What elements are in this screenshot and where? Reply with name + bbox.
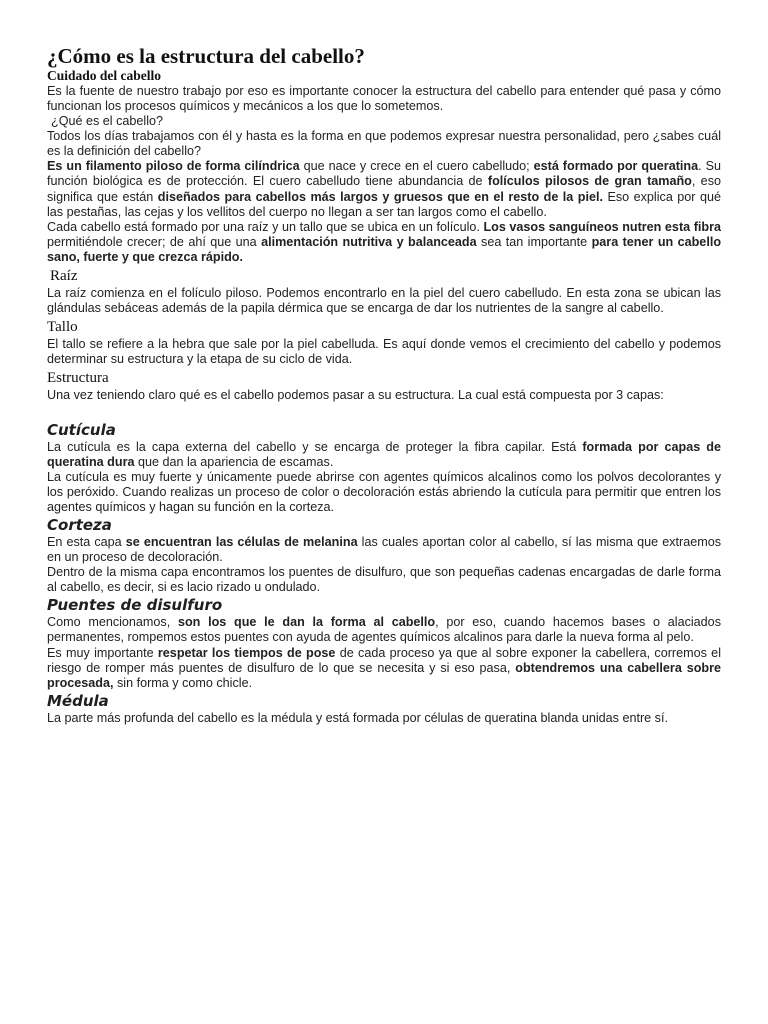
- heading-estructura: Estructura: [47, 370, 109, 387]
- heading-tallo: Tallo: [47, 319, 78, 336]
- heading-medula: Médula: [47, 691, 109, 710]
- tallo-paragraph: El tallo se refiere a la hebra que sale por la piel cabelluda. Es aquí donde vemos el crecimiento del cabello y podemos determinar su estructura y la etapa de su ciclo de vida.: [47, 337, 721, 367]
- heading-raiz: Raíz: [50, 268, 78, 285]
- root-and-stem-paragraph: Cada cabello está formado por una raíz y un tallo que se ubica en un folículo. Los vasos sanguíneos nutren esta fibra permitiéndole crecer; de ahí que una alimentación nutritiva y balanceada sea tan importante para tener un cabello sano, fuerte y que crezca rápido.: [47, 219, 722, 264]
- question-line: ¿Qué es el cabello?: [51, 114, 164, 129]
- days-paragraph: Todos los días trabajamos con él y hasta es la forma en que podemos expresar nuestra personalidad, pero ¿sabes cuál es la definición del cabello?: [47, 129, 721, 159]
- estructura-paragraph: Una vez teniendo claro qué es el cabello podemos pasar a su estructura. La cual está compuesta por 3 capas:: [47, 388, 664, 403]
- cuticula-paragraph-2: La cutícula es muy fuerte y únicamente puede abrirse con agentes químicos alcalinos como los polvos decolorantes y los peróxido. Cuando realizas un proceso de color o decoloración estás abriendo la cutícula para permitir que entren los agentes químicos y hagan su función en la corteza.: [47, 469, 721, 514]
- medula-paragraph: La parte más profunda del cabello es la médula y está formada por células de queratina blanda unidas entre sí.: [47, 710, 668, 725]
- heading-puentes: Puentes de disulfuro: [47, 596, 223, 615]
- puentes-paragraph-2: Es muy importante respetar los tiempos de pose de cada proceso ya que al sobre exponer la cabellera, corremos el riesgo de romper más puentes de disulfuro de lo que se necesita y si eso pasa, obtendremos una cabellera sobre procesada, sin forma y como chicle.: [47, 645, 722, 690]
- corteza-paragraph-2: Dentro de la misma capa encontramos los puentes de disulfuro, que son pequeñas cadenas encargadas de darle forma al cabello, es decir, si es lacio rizado u ondulado.: [47, 565, 721, 595]
- subtitle: Cuidado del cabello: [47, 68, 162, 83]
- intro-paragraph: Es la fuente de nuestro trabajo por eso es importante conocer la estructura del cabello para entender qué pasa y cómo funcionan los procesos químicos y mecánicos a los que lo sometemos.: [47, 84, 721, 114]
- corteza-paragraph-1: En esta capa se encuentran las células de melanina las cuales aportan color al cabello, sí las misma que extraemos en un proceso de decoloración.: [47, 534, 721, 565]
- puentes-paragraph-1: Como mencionamos, son los que le dan la forma al cabello, por eso, cuando hacemos bases o alaciados permanentes, rompemos estos puentes con ayuda de agentes químicos alcalinos para darle la nueva forma al pelo.: [47, 615, 721, 645]
- heading-cuticula: Cutícula: [47, 420, 116, 439]
- heading-corteza: Corteza: [47, 515, 112, 534]
- document-body: [47, 44, 721, 726]
- page-title: ¿Cómo es la estructura del cabello?: [47, 44, 365, 68]
- raiz-paragraph: La raíz comienza en el folículo piloso. Podemos encontrarlo en la piel del cuero cabelludo. En esta zona se ubican las glándulas sebáceas además de la papila dérmica que se encarga de dar los nutrientes de la sangre al cabello.: [47, 286, 721, 316]
- cuticula-paragraph-1: La cutícula es la capa externa del cabello y se encarga de proteger la fibra capilar. Está formada por capas de queratina dura que dan la apariencia de escamas.: [47, 439, 721, 469]
- definition-paragraph: Es un filamento piloso de forma cilíndrica que nace y crece en el cuero cabelludo; está formado por queratina. Su función biológica es de protección. El cuero cabelludo tiene abundancia de folículos pilosos de gran tamaño, eso significa que están diseñados para cabellos más largos y gruesos que en el resto de la piel. Eso explica por qué las pestañas, las cejas y los vellitos del cuerpo no llegan a ser tan largos como el cabello.: [47, 159, 721, 219]
